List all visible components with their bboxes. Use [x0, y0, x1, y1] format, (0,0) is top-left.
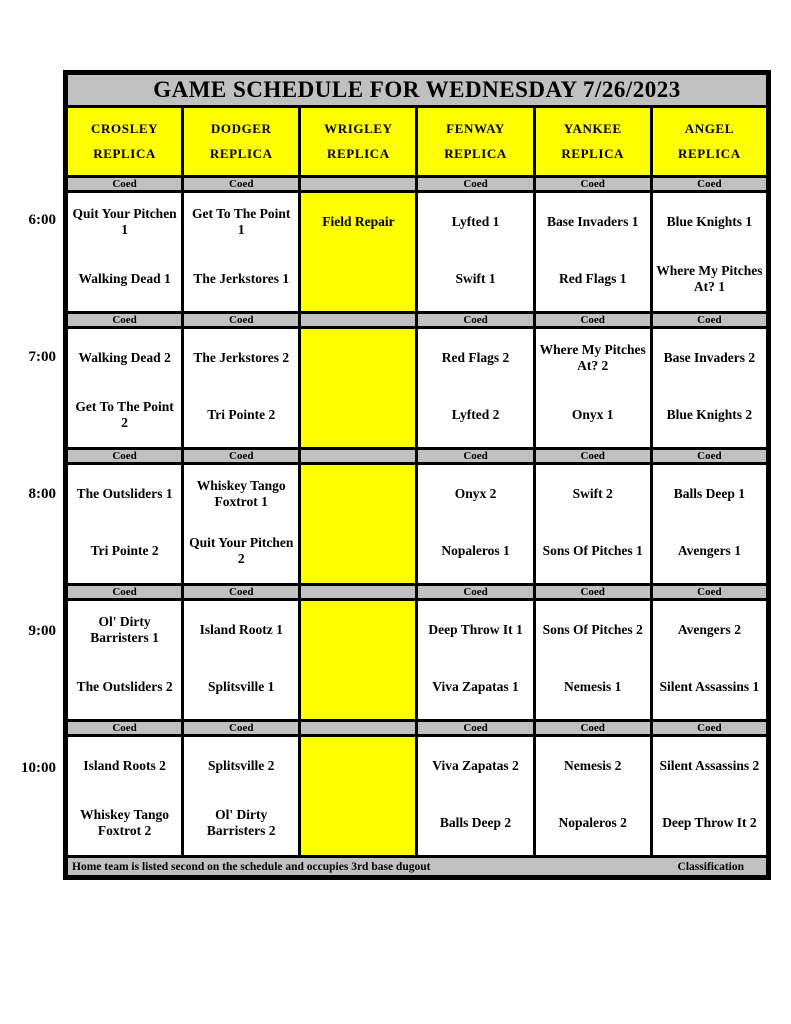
field-type: REPLICA [678, 146, 741, 162]
game-cell [183, 464, 300, 585]
away-team: Sons Of Pitches 2 [542, 621, 643, 637]
field-name: DODGER [210, 120, 272, 136]
field-header-angel [651, 107, 768, 177]
game-cell [651, 736, 768, 857]
game-cell [66, 600, 183, 721]
field-type: REPLICA [93, 146, 156, 162]
home-team: Whiskey Tango Foxtrot 2 [80, 806, 170, 838]
field-repair-cell [300, 600, 417, 721]
away-team: Island Rootz 1 [199, 621, 283, 637]
classification-strip: Coed [183, 585, 300, 600]
away-team: Avengers 2 [677, 621, 741, 637]
home-team: Avengers 1 [677, 542, 741, 558]
away-team: Quit Your Pitchen 1 [72, 205, 177, 237]
classification-strip: Coed [66, 585, 183, 600]
classification-strip: Coed [417, 721, 534, 736]
away-team: Onyx 2 [454, 485, 497, 501]
schedule-table [63, 70, 771, 880]
game-cell [417, 736, 534, 857]
classification-strip: Coed [534, 721, 651, 736]
home-team: Silent Assassins 1 [659, 678, 760, 694]
classification-strip: Coed [651, 177, 768, 192]
field-type: REPLICA [444, 146, 507, 162]
away-team: Base Invaders 1 [546, 213, 639, 229]
game-cell [66, 328, 183, 449]
away-team: Island Roots 2 [83, 757, 166, 773]
away-team: Base Invaders 2 [663, 349, 756, 365]
home-team: Walking Dead 1 [78, 270, 171, 286]
home-team: Lyfted 2 [451, 406, 500, 422]
field-repair-cell [300, 192, 417, 313]
away-team: Swift 2 [572, 485, 613, 501]
away-team: Lyfted 1 [451, 213, 500, 229]
game-cell [66, 464, 183, 585]
away-team: Balls Deep 1 [673, 485, 746, 501]
home-team: Nopaleros 2 [558, 814, 627, 830]
field-header-wrigley [300, 107, 417, 177]
home-team: Where My Pitches At? 1 [656, 262, 763, 294]
away-team [304, 608, 412, 652]
away-team: Walking Dead 2 [78, 349, 171, 365]
classification-strip: Coed [417, 177, 534, 192]
classification-strip: Coed [417, 449, 534, 464]
game-cell [417, 328, 534, 449]
classification-strip [300, 585, 417, 600]
home-team: Red Flags 1 [558, 270, 627, 286]
field-type: REPLICA [561, 146, 625, 162]
away-team [304, 744, 412, 788]
classification-strip: Coed [66, 313, 183, 328]
field-name: ANGEL [684, 120, 734, 136]
game-cell [534, 464, 651, 585]
game-cell [651, 464, 768, 585]
game-cell [66, 192, 183, 313]
home-team: Get To The Point 2 [75, 398, 174, 430]
classification-strip [300, 313, 417, 328]
home-team: Balls Deep 2 [439, 814, 512, 830]
classification-strip [300, 449, 417, 464]
away-team: Deep Throw It 1 [428, 621, 523, 637]
home-team: The Jerkstores 1 [193, 270, 290, 286]
footer-note: Home team is listed second on the schedule and occupies 3rd base dugout [72, 860, 431, 873]
classification-strip: Coed [183, 313, 300, 328]
classification-strip: Coed [651, 313, 768, 328]
field-header-crosley [66, 107, 183, 177]
home-team: Tri Pointe 2 [207, 406, 276, 422]
classification-strip [300, 721, 417, 736]
away-team: Ol' Dirty Barristers 1 [90, 613, 159, 645]
field-name: WRIGLEY [324, 120, 393, 136]
home-team: Ol' Dirty Barristers 2 [206, 806, 276, 838]
away-team: Silent Assassins 2 [659, 757, 760, 773]
classification-strip: Coed [534, 585, 651, 600]
game-cell [534, 192, 651, 313]
away-team: Blue Knights 1 [666, 213, 753, 229]
page-title: GAME SCHEDULE FOR WEDNESDAY 7/26/2023 [66, 73, 769, 107]
classification-strip: Coed [66, 177, 183, 192]
field-type: REPLICA [209, 146, 273, 162]
home-team [304, 257, 412, 301]
game-cell [651, 328, 768, 449]
time-label: 9:00 [28, 623, 56, 639]
game-cell [183, 192, 300, 313]
field-repair-cell [300, 736, 417, 857]
time-label: 8:00 [28, 486, 56, 502]
classification-strip: Coed [534, 177, 651, 192]
home-team: Viva Zapatas 1 [432, 678, 519, 694]
field-header-fenway [417, 107, 534, 177]
game-cell [183, 736, 300, 857]
home-team: Quit Your Pitchen 2 [189, 534, 294, 566]
classification-strip: Coed [651, 449, 768, 464]
away-team: Red Flags 2 [441, 349, 510, 365]
field-repair-label: Field Repair [322, 213, 395, 229]
home-team: Sons Of Pitches 1 [542, 542, 643, 558]
field-name: FENWAY [446, 120, 505, 136]
home-team [304, 529, 412, 573]
home-team: Nopaleros 1 [441, 542, 510, 558]
game-cell [534, 328, 651, 449]
field-repair-cell [300, 464, 417, 585]
away-team: Whiskey Tango Foxtrot 1 [196, 477, 286, 509]
home-team: Swift 1 [455, 270, 496, 286]
home-team: Onyx 1 [571, 406, 614, 422]
home-team: Blue Knights 2 [666, 406, 753, 422]
away-team: Splitsville 2 [208, 757, 275, 773]
game-cell [183, 328, 300, 449]
game-cell [651, 192, 768, 313]
classification-strip: Coed [183, 721, 300, 736]
game-cell [534, 736, 651, 857]
home-team: Nemesis 1 [564, 678, 622, 694]
classification-strip: Coed [183, 177, 300, 192]
classification-strip: Coed [66, 721, 183, 736]
home-team [304, 665, 412, 709]
field-name: YANKEE [563, 120, 622, 136]
away-team: Nemesis 2 [564, 757, 622, 773]
classification-strip: Coed [534, 313, 651, 328]
game-cell [534, 600, 651, 721]
home-team [304, 801, 412, 845]
time-label: 6:00 [28, 212, 56, 228]
field-name: CROSLEY [91, 120, 159, 136]
classification-strip: Coed [651, 585, 768, 600]
away-team: The Outsliders 1 [76, 485, 173, 501]
home-team: Splitsville 1 [208, 678, 275, 694]
game-cell [417, 600, 534, 721]
game-cell [183, 600, 300, 721]
field-repair-cell [300, 328, 417, 449]
classification-strip: Coed [66, 449, 183, 464]
time-label: 10:00 [21, 760, 56, 776]
classification-strip: Coed [417, 313, 534, 328]
field-type: REPLICA [327, 146, 390, 162]
home-team: Deep Throw It 2 [662, 814, 757, 830]
home-team: The Outsliders 2 [76, 678, 173, 694]
away-team: Get To The Point 1 [192, 205, 291, 237]
classification-strip: Coed [183, 449, 300, 464]
game-cell [66, 736, 183, 857]
footer-bar [66, 857, 769, 878]
home-team [304, 393, 412, 437]
time-label: 7:00 [28, 349, 56, 365]
away-team: Where My Pitches At? 2 [539, 341, 646, 373]
away-team: Viva Zapatas 2 [432, 757, 519, 773]
away-team: The Jerkstores 2 [193, 349, 290, 365]
classification-label: Classification [677, 860, 744, 873]
classification-strip: Coed [534, 449, 651, 464]
game-cell [417, 464, 534, 585]
classification-strip [300, 177, 417, 192]
away-team [304, 336, 412, 380]
game-cell [417, 192, 534, 313]
field-header-dodger [183, 107, 300, 177]
game-cell [651, 600, 768, 721]
field-header-yankee [534, 107, 651, 177]
classification-strip: Coed [417, 585, 534, 600]
home-team: Tri Pointe 2 [90, 542, 159, 558]
classification-strip: Coed [651, 721, 768, 736]
away-team [304, 472, 412, 516]
